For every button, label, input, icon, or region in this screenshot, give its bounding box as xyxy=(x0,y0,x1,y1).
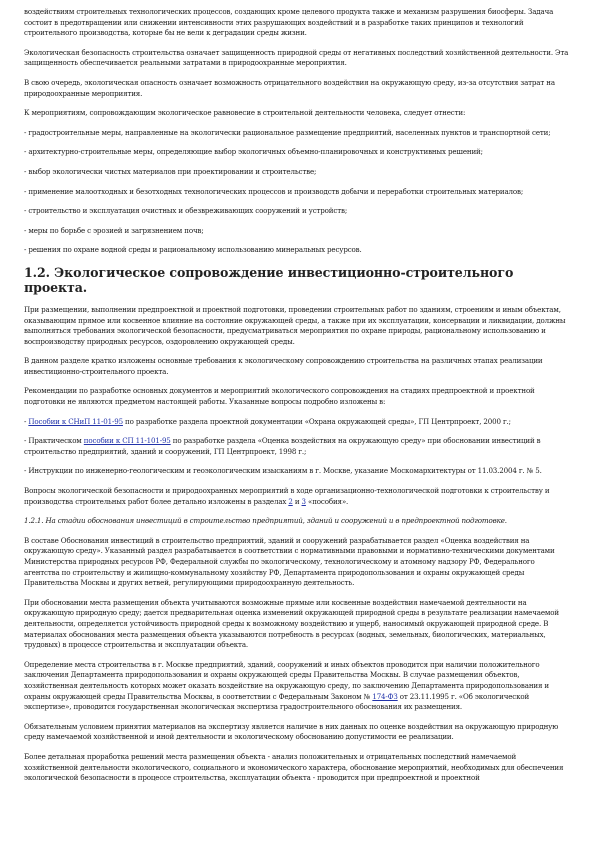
list-item: - градостроительные меры, направленные на экологически рациональное размещение предприятий, населенных пунктов и транспортной сети; xyxy=(24,127,551,137)
paragraph: К мероприятиям, сопровождающим экологическое равновесие в строительной деятельности человека, следует отнести: xyxy=(24,108,466,118)
section-heading: 1.2. Экологическое сопровождение инвестиционно-строительного проекта. xyxy=(24,264,514,295)
paragraph: В данном разделе кратко изложены основные требования к экологическому сопровождению строительства на различных этапах реализации инвестиционно-строительного проекта. xyxy=(24,356,543,376)
section-link-3[interactable]: 3 xyxy=(301,496,306,506)
paragraph-text: от 23.11.1995 г. «Об экологической экспертизе», проводится государственная экологическая экспертиза градостроительного обоснования их размещения. xyxy=(24,691,530,712)
paragraph: Обязательным условием принятия материалов на экспертизу является наличие в них данных по оценке воздействия на окружающую природную среду намечаемой хозяйственной и иной деятельности и экологическому обоснованию допустимости ее реализации. xyxy=(24,721,559,742)
list-item: - выбор экологически чистых материалов при проектировании и строительстве; xyxy=(24,166,317,176)
paragraph xyxy=(24,486,571,507)
reference-text: по разработке раздела «Оценка воздействия на окружающую среду» при обосновании инвестиций в строительство предприятий, зданий и сооружений, ГП Центрпроект, 1998 г.; xyxy=(24,436,541,456)
list-item: - меры по борьбе с эрозией и загрязнением почв; xyxy=(24,225,204,235)
subsection-title-text: 1.2.1. На стадии обоснования инвестиций в строительство предприятий, зданий и сооружений и в предпроектной подготовке. xyxy=(24,516,507,526)
paragraph: При обосновании места размещения объекта учитываются возможные прямые или косвенные воздействия намечаемой деятельности на окружающую природную среду; дается предварительная оценка изменений окружающей природной среды в результате реализации намечаемой деятельности, определяется устойчивость природной среды к возможному воздействию и ущерб, наносимый окружающей природной среде. В материалах обоснования места размещения объекта указываются потребность в ресурсах (водных, земельных, биологических, материальных, трудовых) в процессе строительства и эксплуатации объекта. xyxy=(24,597,559,650)
paragraph: Экологическая безопасность строительства означает защищенность природной среды от негативных последствий хозяйственной деятельности. Эта защищенность обеспечивается реальными затратами в природоохранные мероприятия. xyxy=(24,47,569,68)
paragraph: В свою очередь, экологическая опасность означает возможность отрицательного воздействия на окружающую среду, из-за отсутствия затрат на природоохранные мероприятия. xyxy=(24,77,555,98)
paragraph: Более детальная проработка решений места размещения объекта - анализ положительных и отрицательных последствий намечаемой хозяйственной деятельности экологического, социального и экономического характера, обоснование мероприятий, необходимых для обеспечения экологической безопасности в процессе строительства, эксплуатации объекта - проводится при предпроектной и проектной xyxy=(24,751,564,783)
list-item: - решения по охране водной среды и рациональному использованию минеральных ресурсов. xyxy=(24,245,362,255)
paragraph: В составе Обоснования инвестиций в строительство предприятий, зданий и сооружений разрабатывается раздел «Оценка воздействия на окружающую среду». Указанный раздел разрабатывается в соответствии с нормативными правовыми и нормативно-техническими документами Министерства природных ресурсов РФ, Федеральной службы по экологическому, технологическому и атомному надзору РФ, Федерального агентства по строительству и жилищно-коммунальному хозяйству РФ, Департамента природопользования и охраны окружающей среды Правительства Москвы и других ветвей, регулирующими природоохранную деятельность. xyxy=(24,535,555,588)
paragraph: Рекомендации по разработке основных документов и мероприятий экологического сопровождения на стадиях предпроектной и проектной подготовки не являются предметом настоящей работы. Указанные вопросы подробно изложены в: xyxy=(24,386,535,407)
paragraph-text: Вопросы экологической безопасности и природоохранных мероприятий в ходе организационно-технологической подготовки к строительству и производства строительных работ более детально изложены в разделах xyxy=(24,486,550,506)
subsection-title xyxy=(24,516,571,527)
reference-item: - Инструкции по инженерно-геологическим и геоэкологическим изысканиям в г. Москве, указание Москомархитектуры от 11.03.2004 г. № 5. xyxy=(24,466,542,476)
reference-item xyxy=(24,436,571,457)
reference-link-snip[interactable]: Пособии к СНиП 11-01-95 xyxy=(28,416,123,426)
paragraph-text: Определение места строительства в г. Москве предприятий, зданий, сооружений и иных объектов проводится при наличии положительного заключения Департамента природопользования и охраны окружающей среды Правительства Москвы. В случае размещения объектов, хозяйственная деятельность которых может оказать воздействие на окружающую среду, по заключению Департамента природопользования и охраны окружающей среды Правительства Москвы, в соответствии с Федеральным Законом № xyxy=(24,659,549,701)
list-item: - строительство и эксплуатация очистных и обезвреживающих сооружений и устройств; xyxy=(24,206,348,216)
paragraph: воздействиям строительных технологических процессов, создающих кроме целевого продукта также и механизм разрушения биосферы. Задача состоит в предотвращении или снижении интенсивности этих разрушающих воздействий и в разработке таких принципов и технологий строительного производства, которые бы не вели к деградации среды жизни. xyxy=(24,7,554,38)
reference-text: по разработке раздела проектной документации «Охрана окружающей среды», ГП Центрпроект, 2000 г.; xyxy=(122,416,511,426)
paragraph-text: «пособия». xyxy=(305,496,349,506)
section-link-2[interactable]: 2 xyxy=(288,496,293,506)
list-item: - применение малоотходных и безотходных технологических процессов и производств добычи и переработки строительных материалов; xyxy=(24,186,524,196)
paragraph: При размещении, выполнении предпроектной и проектной подготовки, проведении строительных работ по зданиям, строениям и иным объектам, оказывающим прямое или косвенное влияние на состояние окружающей среды, а также при их эксплуатации, консервации и ликвидации, должны выполняться требования экологической безопасности, предусматриваться мероприятия по охране природы, рациональному использованию и воспроизводству природных ресурсов, оздоровлению окружающей среды. xyxy=(24,304,566,346)
paragraph xyxy=(24,660,571,713)
paragraph-text: и xyxy=(292,496,302,506)
reference-link-sp[interactable]: пособии к СП 11-101-95 xyxy=(83,436,171,446)
law-link-174fz[interactable]: 174-ФЗ xyxy=(372,691,398,701)
list-item: - архитектурно-строительные меры, определяющие выбор экологичных объемно-планировочных и конструктивных решений; xyxy=(24,147,483,157)
reference-text: - Практическом xyxy=(24,436,84,446)
reference-item: - Пособии к СНиП 11-01-95 по разработке раздела проектной документации «Охрана окружающей среды», ГП Центрпроект, 2000 г.; xyxy=(24,416,511,426)
